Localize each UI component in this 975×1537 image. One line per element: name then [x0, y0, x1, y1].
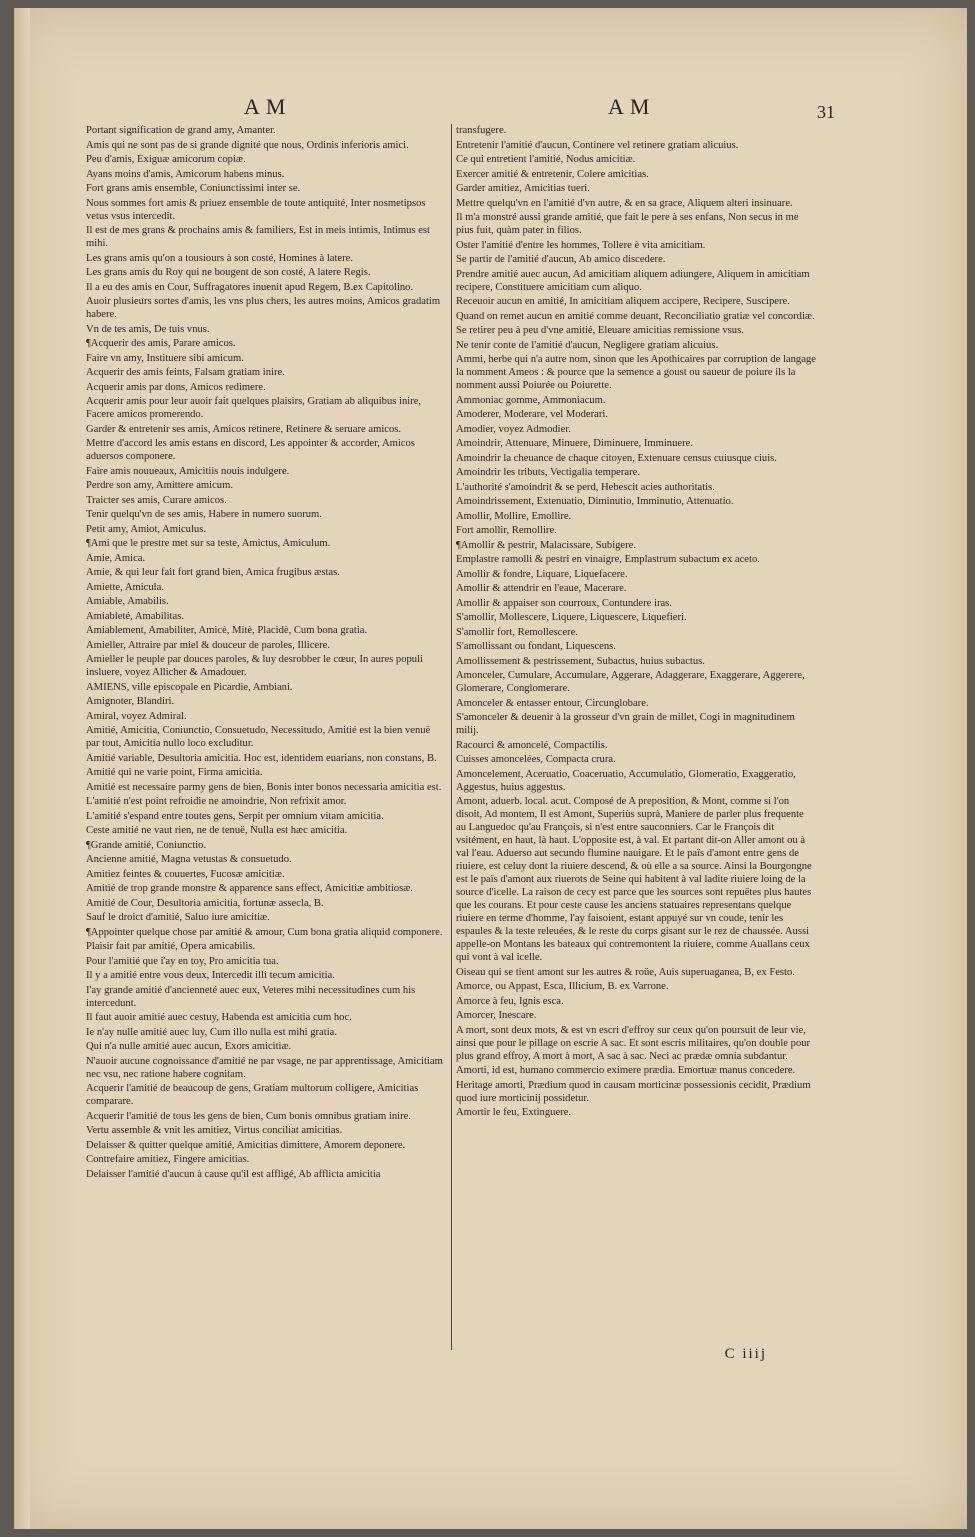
dictionary-entry: Ancienne amitié, Magna vetustas & consuetudo.: [86, 854, 292, 865]
dictionary-entry: S'amollir fort, Remollescere.: [456, 626, 578, 638]
dictionary-entry: Prendre amitié auec aucun, Ad amicitiam aliquem adiungere, Aliquem in amicitiam recipere, Constituere amicitiam cum aliquo.: [456, 268, 810, 293]
page-number: 31: [817, 102, 835, 122]
dictionary-entry: Les grans amis qu'on a tousiours à son costé, Homines à latere.: [86, 252, 353, 264]
dictionary-entry: Petit amy, Amiot, Amiculus.: [86, 523, 206, 535]
dictionary-entry: Amoindrir les tributs, Vectigalia temperare.: [456, 467, 640, 478]
dictionary-entry: ¶Acquerir des amis, Parare amicos.: [86, 338, 236, 349]
dictionary-entry: Amoncelement, Aceruatio, Coaceruatio, Accumulatio, Glomeratio, Exaggeratio, Aggestus, huius aggestus.: [456, 768, 796, 793]
dictionary-entry: L'amitié s'espand entre toutes gens, Serpit per omnium vitam amicitia.: [86, 810, 384, 822]
dictionary-entry: Amitié variable, Desultoria amicitia. Hoc est, identidem euarians, non constans, B.: [86, 752, 437, 764]
dictionary-entry: Delaisser & quitter quelque amitié, Amicitias dimittere, Amorem deponere.: [86, 1139, 406, 1151]
dictionary-entry: Amignoter, Blandiri.: [86, 696, 175, 707]
dictionary-entry: Faire vn amy, Instituere sibi amicum.: [86, 352, 244, 364]
running-head-left: AM: [244, 94, 292, 119]
dictionary-entry: Amiableté, Amabilitas.: [86, 610, 184, 622]
dictionary-entry: Amoindrir la cheuance de chaque citoyen, Extenuare census cuiusque ciuis.: [456, 452, 777, 464]
dictionary-entry: Amitiez feintes & couuertes, Fucosæ amicitiæ.: [86, 868, 285, 880]
dictionary-entry: Amiable, Amabilis.: [86, 596, 169, 607]
dictionary-entry: AMIENS, ville episcopale en Picardie, Ambiani.: [86, 681, 293, 693]
dictionary-entry: Oiseau qui se tient amont sur les autres & roüe, Auis superuaganea, B, ex Festo.: [456, 966, 795, 978]
dictionary-entry: S'amollissant ou fondant, Liquescens.: [456, 641, 616, 652]
dictionary-entry: Amitié qui ne varie point, Firma amicitia.: [86, 767, 263, 778]
dictionary-entry: Contrefaire amitiez, Fingere amicitias.: [86, 1154, 250, 1165]
dictionary-entry: Amollir & appaiser son courroux, Contundere iras.: [456, 597, 672, 609]
page-gutter: [14, 8, 30, 1529]
dictionary-entry: Ie n'ay nulle amitié auec luy, Cum illo nulla est mihi gratia.: [86, 1026, 337, 1038]
dictionary-entry: Amitié de Cour, Desultoria amicitia, fortunæ assecla, B.: [86, 897, 324, 909]
dictionary-entry: Cuisses amoncelées, Compacta crura.: [456, 754, 616, 765]
dictionary-entry: Perdre son amy, Amittere amicum.: [86, 480, 233, 491]
dictionary-entry: Il a eu des amis en Cour, Suffragatores inuenit apud Regem, B.ex Capitolino.: [86, 281, 414, 293]
dictionary-entry: Portant signification de grand amy, Amanter.: [86, 125, 276, 136]
dictionary-entry: Traicter ses amis, Curare amicos.: [86, 494, 227, 506]
dictionary-entry: Amortir le feu, Extinguere.: [456, 1107, 572, 1118]
dictionary-entry: Quand on remet aucun en amitié comme deuant, Reconciliatio gratiæ vel concordiæ.: [456, 310, 815, 322]
column-divider: [451, 124, 452, 1350]
dictionary-entry: Fort amollir, Remollire.: [456, 525, 557, 536]
dictionary-entry: Sauf le droict d'amitié, Saluo iure amicitiæ.: [86, 912, 270, 923]
dictionary-entry: Se partir de l'amitié d'aucun, Ab amico discedere.: [456, 254, 666, 265]
dictionary-entry: L'amitié n'est point refroidie ne amoindrie, Non refrixit amor.: [86, 796, 347, 807]
dictionary-entry: Amiablement, Amabiliter, Amicè, Mitè, Placidè, Cum bona gratia.: [86, 625, 368, 636]
dictionary-entry: S'amonceler & deuenir à la grosseur d'vn grain de millet, Cogi in magnitudinem milij.: [456, 712, 795, 736]
dictionary-entry: Amitié est necessaire parmy gens de bien, Bonis inter bonos necessaria amicitia est.: [86, 781, 442, 793]
dictionary-entry: Amollir & fondre, Liquare, Liquefacere.: [456, 568, 628, 580]
dictionary-entry: Il faut auoir amitié auec cestuy, Habenda est amicitia cum hoc.: [86, 1012, 352, 1023]
dictionary-entry: Faire amis nouueaux, Amicitiis nouis indulgere.: [86, 465, 290, 477]
dictionary-entry: Ammi, herbe qui n'a autre nom, sinon que les Apothicaires par corruption de langage la nomment Ameos : & pource que la semence a goust ou saueur de poiure ils la nomment aussi Poiurée ou Poiurette.: [456, 354, 816, 391]
dictionary-entry: Amitié, Amicitia, Coniunctio, Consuetudo, Necessitudo, Amitié est la bien venuë par tout, Amicitia nullo loco excluditur.: [86, 725, 431, 749]
dictionary-entry: Entretenir l'amitié d'aucun, Continere vel retinere gratiam alicuius.: [456, 139, 739, 151]
dictionary-entry: Amollissement & pestrissement, Subactus, huius subactus.: [456, 655, 705, 667]
dictionary-entry: Vertu assemble & vnit les amitiez, Virtus conciliat amicitias.: [86, 1125, 343, 1136]
dictionary-entry: Ammoniac gomme, Ammoniacum.: [456, 394, 606, 406]
dictionary-entry: Exercer amitié & entretenir, Colere amicitias.: [456, 168, 649, 180]
dictionary-entry: L'authorité s'amoindrit & se perd, Hebescit acies authoritatis.: [456, 481, 715, 493]
dictionary-entry: Amieller le peuple par douces paroles, & luy desrobber le cœur, In aures populi insluere, voyez Allicher & Amadouer.: [86, 654, 423, 678]
dictionary-entry: ¶Ami que le prestre met sur sa teste, Amictus, Amiculum.: [86, 538, 331, 549]
dictionary-entry: Amorce, ou Appast, Esca, Illicium, B. ex Varrone.: [456, 981, 669, 992]
dictionary-entry: Amodier, voyez Admodier.: [456, 423, 571, 435]
dictionary-entry: Ne tenir conte de l'amitié d'aucun, Negligere gratiam alicuius.: [456, 339, 719, 351]
dictionary-entry: Acquerir l'amitié de beaucoup de gens, Gratiam multorum colligere, Amicitias comparare.: [86, 1083, 419, 1107]
dictionary-entry: Amoderer, Moderare, vel Moderari.: [456, 409, 608, 420]
dictionary-entry: Peu d'amis, Exiguæ amicorum copiæ.: [86, 154, 246, 165]
dictionary-entry: Amorce à feu, Ignis esca.: [456, 995, 564, 1007]
dictionary-entry: Tenir quelqu'vn de ses amis, Habere in numero suorum.: [86, 509, 322, 520]
dictionary-entry: Amollir, Mollire, Emollire.: [456, 510, 572, 522]
right-column: [456, 124, 816, 1121]
dictionary-entry: Amitié de trop grande monstre & apparence sans effect, Amicitiæ ambitiosæ.: [86, 883, 413, 894]
dictionary-entry: Acquerir amis pour leur auoir fait quelques plaisirs, Gratiam ab aliquibus inire, Facere amicos promerendo.: [86, 396, 422, 420]
dictionary-entry: Oster l'amitié d'entre les hommes, Tollere è vita amicitiam.: [456, 239, 706, 251]
dictionary-entry: Emplastre ramolli & pestri en vinaigre, Emplastrum subactum ex aceto.: [456, 554, 760, 565]
dictionary-entry: Heritage amorti, Prædium quod in causam morticinæ possessionis cecidit, Prædium quod iure morticinij possidetur.: [456, 1079, 811, 1104]
dictionary-entry: Acquerir l'amitié de tous les gens de bien, Cum bonis omnibus gratiam inire.: [86, 1110, 411, 1122]
dictionary-entry: I'ay grande amitié d'ancienneté auec eux, Veteres mihi necessitudines cum his intercedunt.: [86, 984, 416, 1009]
dictionary-entry: Amoindrir, Attenuare, Minuere, Diminuere, Imminuere.: [456, 438, 693, 449]
dictionary-entry: Acquerir des amis feints, Falsam gratiam inire.: [86, 367, 285, 378]
dictionary-entry: Amont, aduerb. local. acut. Composé de A preposition, & Mont, comme si l'on disoit, Ad montem, Il est Amont, Superiùs suprà, Maniere de parler plus frequente au Languedoc qu'au François, si n'est entre sauconniers. Car le François dit vsitément, en haut, là haut. L'opposite est, à val. Et partant dit-on Aller amont ou à val l'eau. Aduerso aut secundo flumine nauigare. Et le païs d'amont entre gens de riuiere, est celuy dont la riuiere descend, & où elle a sa source. Ainsi la Bourgongne est le païs d'amont aux riuerots de Seine qui habitent à val ladite riuiere loing de la source d'icelle. La raison de cecy est parce que les sources sont repuëtes plus hautes que les courans. Et pour ceste cause les anciens statuaires representans quelque riuiere en terme d'homme, l'ay faisoient, estant appuyé sur vn coude, tenir les espaules & la teste releuées, & le reste du corps gisant sur le rez de chaussée. Aussi appelle-on Montans les bateaux qui contremontent la riuiere, comme Auallans ceux qui vont à val icelle.: [456, 796, 812, 963]
dictionary-entry: Vn de tes amis, De tuis vnus.: [86, 323, 210, 335]
dictionary-entry: Se retirer peu à peu d'vne amitié, Eleuare amicitias remissione vsus.: [456, 325, 744, 336]
dictionary-entry: Il y a amitié entre vous deux, Intercedit illi tecum amicitia.: [86, 970, 335, 981]
dictionary-entry: Il est de mes grans & prochains amis & familiers, Est in meis intimis, Intimus est mihi.: [86, 225, 430, 249]
dictionary-entry: Amiette, Amicula.: [86, 581, 164, 593]
dictionary-entry: S'amollir, Mollescere, Liquere, Liquescere, Liquefieri.: [456, 612, 687, 623]
dictionary-entry: Mettre d'accord les amis estans en discord, Les appointer & accorder, Amicos aduersos componere.: [86, 438, 415, 462]
dictionary-entry: Nous sommes fort amis & priuez ensemble de toute antiquité, Inter nosmetipsos vetus vsus intercedit.: [86, 197, 426, 222]
dictionary-entry: Racourci & amoncelé, Compactilis.: [456, 739, 608, 751]
dictionary-entry: Amollir & attendrir en l'eaue, Macerare.: [456, 583, 627, 594]
dictionary-entry: transfugere.: [456, 125, 507, 136]
dictionary-entry: Ceste amitié ne vaut rien, ne de tenuë, Nulla est hæc amicitia.: [86, 825, 348, 836]
dictionary-entry: Amie, Amica.: [86, 552, 146, 564]
dictionary-entry: Amis qui ne sont pas de si grande dignité que nous, Ordinis inferioris amici.: [86, 139, 409, 151]
dictionary-entry: Garder amitiez, Amicitias tueri.: [456, 183, 590, 194]
dictionary-entry: N'auoir aucune cognoissance d'amitié ne par vsage, ne par apprentissage, Amicitiam nec vsu, nec ratione habere cognitam.: [86, 1055, 443, 1080]
dictionary-entry: Amonceler, Cumulare, Accumulare, Aggerare, Adaggerare, Exaggerare, Aggerere, Glomerare, Conglomerare.: [456, 670, 805, 694]
dictionary-entry: Garder & entretenir ses amis, Amicos retinere, Retinere & seruare amicos.: [86, 423, 402, 435]
dictionary-entry: Les grans amis du Roy qui ne bougent de son costé, A latere Regis.: [86, 267, 371, 278]
dictionary-entry: Amoindrissement, Extenuatio, Diminutio, Imminutio, Attenuatio.: [456, 496, 734, 507]
dictionary-entry: Receuoir aucun en amitié, In amicitiam aliquem accipere, Recipere, Suscipere.: [456, 296, 790, 307]
dictionary-entry: Plaisir fait par amitié, Opera amicabilis.: [86, 941, 256, 952]
dictionary-entry: Auoir plusieurs sortes d'amis, les vns plus chers, les autres moins, Amicos gradatim habere.: [86, 296, 441, 320]
running-head-right: AM: [608, 94, 656, 119]
dictionary-entry: Ce qui entretient l'amitié, Nodus amicitiæ.: [456, 154, 636, 165]
dictionary-entry: Delaisser l'amitié d'aucun à cause qu'il est affligé, Ab afflicta amicitia: [86, 1168, 381, 1180]
dictionary-entry: ¶Appointer quelque chose par amitié & amour, Cum bona gratia aliquid componere.: [86, 926, 443, 938]
dictionary-entry: Pour l'amitié que i'ay en toy, Pro amicitia tua.: [86, 955, 279, 967]
book-page: [14, 8, 967, 1529]
dictionary-entry: Amie, & qui leur fait fort grand bien, Amica frugibus æstas.: [86, 567, 340, 578]
dictionary-entry: ¶Grande amitié, Coniunctio.: [86, 839, 207, 851]
dictionary-entry: Amonceler & entasser entour, Circunglobare.: [456, 697, 649, 709]
dictionary-entry: Ayans moins d'amis, Amicorum habens minus.: [86, 168, 285, 180]
dictionary-entry: Amieller, Attraire par miel & douceur de paroles, Illicere.: [86, 639, 331, 651]
dictionary-entry: ¶Amollir & pestrir, Malacissare, Subigere.: [456, 539, 637, 551]
dictionary-entry: Mettre quelqu'vn en l'amitié d'vn autre, & en sa grace, Aliquem alteri insinuare.: [456, 197, 793, 209]
dictionary-entry: Fort grans amis ensemble, Coniunctissimi inter se.: [86, 183, 301, 194]
dictionary-entry: Il m'a monstré aussi grande amitié, que fait le pere à ses enfans, Non secus in me pius fuit, quàm pater in filios.: [456, 212, 799, 236]
dictionary-entry: Qui n'a nulle amitié auec aucun, Exors amicitiæ.: [86, 1041, 292, 1052]
signature-mark: C iiij: [724, 1346, 767, 1362]
dictionary-entry: Acquerir amis par dons, Amicos redimere.: [86, 381, 266, 393]
dictionary-entry: Amorcer, Inescare.: [456, 1010, 537, 1021]
left-column: [86, 124, 446, 1182]
dictionary-entry: Amiral, voyez Admiral.: [86, 710, 187, 722]
dictionary-entry: Amorti, id est, humano commercio eximere prædia. Emortuæ manus concedere.: [456, 1065, 796, 1076]
dictionary-entry: A mort, sont deux mots, & est vn escri d'effroy sur ceux qu'on poursuit de leur vie, ainsi que pour le pillage on escrie A sac. Et sont escris militaires, qu'on double pour plus grand effroy, A mort à mort, A sac à sac. Neci ac prædæ omnia subdantur.: [456, 1024, 811, 1062]
